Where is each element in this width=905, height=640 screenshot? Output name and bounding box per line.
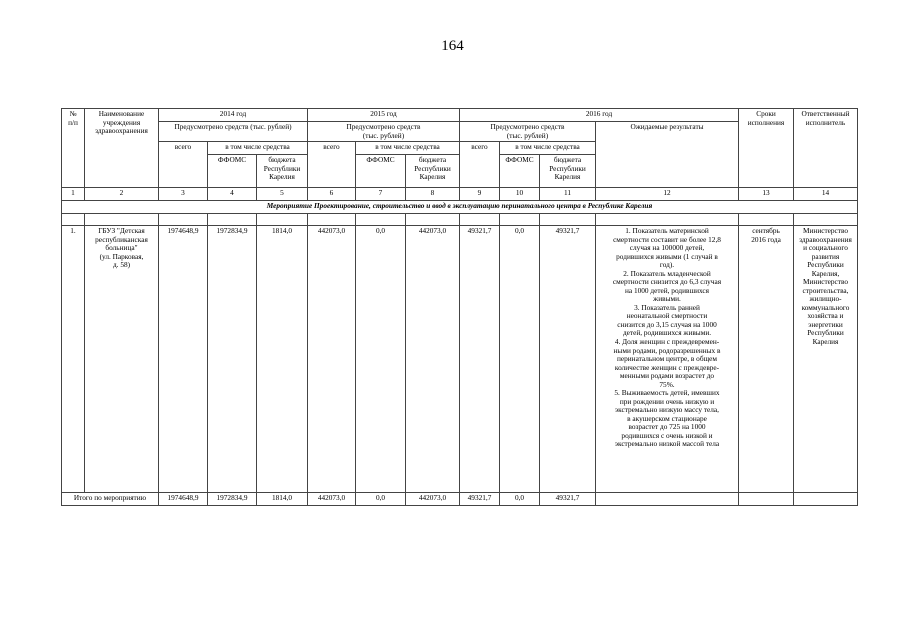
header-ffoms-2015: ФФОМС [356,155,406,188]
total-2016-total: 49321,7 [460,493,500,506]
column-index: 9 [460,188,500,201]
value-2014-total: 1974648,9 [159,226,208,493]
page-number: 164 [441,38,464,54]
table-row [62,226,858,493]
header-planned-2015: Предусмотрено средств (тыс. рублей) [308,122,460,142]
total-empty-cell [794,493,858,506]
header-budget-2016: бюджета Республики Карелия [540,155,596,188]
total-2015-budget: 442073,0 [406,493,460,506]
column-index-row [62,188,858,201]
total-2014-budget: 1814,0 [257,493,308,506]
header-year-2016: 2016 год [460,109,739,122]
value-2015-budget: 442073,0 [406,226,460,493]
row-number: 1. [62,226,85,493]
total-row [62,493,858,506]
total-label: Итого по мероприятию [62,493,159,506]
total-2014-total: 1974648,9 [159,493,208,506]
value-2015-total: 442073,0 [308,226,356,493]
value-2014-budget: 1814,0 [257,226,308,493]
header-budget-2014: бюджета Республики Карелия [257,155,308,188]
column-index: 7 [356,188,406,201]
value-2015-ffoms: 0,0 [356,226,406,493]
expected-results: 1. Показатель материнской смертности составит не более 12,8 случая на 100000 детей, родившихся живыми (1 случай в год). 2. Показатель младенческой смертности снизится до 6,3 случая на 1000 детей, родившихся живыми. 3. Показатель ранней неонатальной смертности снизится до 3,15 случая на 1000 детей, родившихся живыми. 4. Доля женщин с преждевремен- ными родами, родоразрешенных в перинатальном центре, в общем количестве женщин с преждевре- менными родами возрастет до 75%. 5. Выживаемость детей, имевших при рождении очень низкую и экстремально низкую массу тела, в акушерском стационаре возрастет до 725 на 1000 родившихся с очень низкой и экстремально низкой массой тела [596,226,739,493]
value-2014-ffoms: 1972834,9 [208,226,257,493]
header-deadline: Сроки исполнения [739,109,794,188]
header-budget-2015: бюджета Республики Карелия [406,155,460,188]
column-index: 11 [540,188,596,201]
header-ffoms-2014: ФФОМС [208,155,257,188]
header-total-2016: всего [460,142,500,188]
header-year-2014: 2014 год [159,109,308,122]
value-2016-budget: 49321,7 [540,226,596,493]
budget-table [61,108,858,506]
section-title: Мероприятие Проектирование, строительство и ввод в эксплуатацию перинатального центра в Республике Карелия [62,201,858,214]
header-total-2015: всего [308,142,356,188]
total-empty-cell [739,493,794,506]
header-ffoms-2016: ФФОМС [500,155,540,188]
total-2015-total: 442073,0 [308,493,356,506]
total-2015-ffoms: 0,0 [356,493,406,506]
header-planned-2016: Предусмотрено средств (тыс. рублей) [460,122,596,142]
total-2016-budget: 49321,7 [540,493,596,506]
deadline: сентябрь 2016 года [739,226,794,493]
column-index: 2 [85,188,159,201]
total-empty-cell [596,493,739,506]
column-index: 8 [406,188,460,201]
section-row [62,201,858,214]
header-including-2016: в том числе средства [500,142,596,155]
header-number: № п/п [62,109,85,188]
header-row-planned [62,122,858,142]
header-including-2015: в том числе средства [356,142,460,155]
value-2016-ffoms: 0,0 [500,226,540,493]
header-row-years [62,109,858,122]
institution-name: ГБУЗ "Детская республиканская больница" (ул. Парковая, д. 58) [85,226,159,493]
header-institution: Наименование учреждения здравоохранения [85,109,159,188]
column-index: 14 [794,188,858,201]
column-index: 6 [308,188,356,201]
column-index: 12 [596,188,739,201]
column-index: 13 [739,188,794,201]
column-index: 3 [159,188,208,201]
column-index: 1 [62,188,85,201]
column-index: 4 [208,188,257,201]
header-including-2014: в том числе средства [208,142,308,155]
header-year-2015: 2015 год [308,109,460,122]
responsible-executor: Министерство здравоохранения и социального развития Республики Карелия, Министерство строительства, жилищно- коммунального хозяйства и энергетики Республики Карелия [794,226,858,493]
total-2014-ffoms: 1972834,9 [208,493,257,506]
spacer-row [62,214,858,226]
value-2016-total: 49321,7 [460,226,500,493]
header-planned-2014: Предусмотрено средств (тыс. рублей) [159,122,308,142]
header-responsible: Ответственный исполнитель [794,109,858,188]
header-expected-results: Ожидаемые результаты [596,122,739,188]
column-index: 5 [257,188,308,201]
column-index: 10 [500,188,540,201]
header-total-2014: всего [159,142,208,188]
total-2016-ffoms: 0,0 [500,493,540,506]
